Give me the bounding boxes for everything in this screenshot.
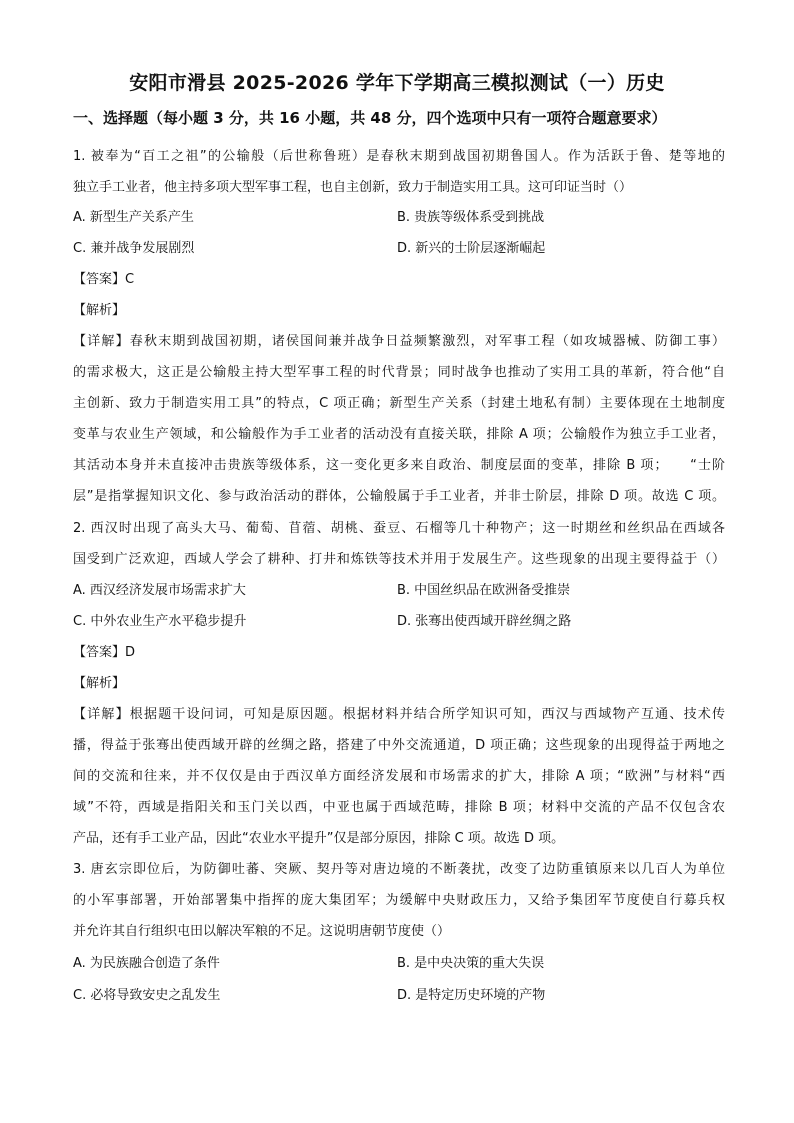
question-1-option-d: D. 新兴的士阶层逐渐崛起 — [397, 241, 546, 256]
question-2-analysis-label: 【解析】 — [73, 676, 126, 691]
question-1-stem-line: 1. 被奉为“百工之祖”的公输般（后世称鲁班）是春秋末期到战国初期鲁国人。作为活跃于鲁、楚等地的 — [73, 149, 725, 164]
question-3-stem-line: 并允许其自行组织屯田以解决军粮的不足。这说明唐朝节度使（） — [73, 924, 451, 939]
question-1-answer: 【答案】C — [73, 272, 135, 287]
question-2-answer: 【答案】D — [73, 645, 136, 660]
question-3-stem-line: 的小军事部署，开始部署集中指挥的庞大集团军；为缓解中央财政压力，又给予集团军节度使自行募兵权 — [73, 893, 725, 908]
question-1-stem-line: 独立手工业者，他主持多项大型军事工程，也自主创新，致力于制造实用工具。这可印证当时（） — [73, 180, 633, 195]
question-1-option-a: A. 新型生产关系产生 — [73, 210, 194, 225]
question-1-detail-line: 层”是指掌握知识文化、参与政治活动的群体，公输般属于手工业者，并非士阶层，排除 D 项。故选 C 项。 — [73, 489, 725, 504]
page-title: 安阳市滑县 2025-2026 学年下学期高三模拟测试（一）历史 — [129, 72, 665, 94]
question-3-option-d: D. 是特定历史环境的产物 — [397, 988, 546, 1003]
question-2-detail-line: 播，得益于张骞出使西域开辟的丝绸之路，搭建了中外交流通道，D 项正确；这些现象的出现得益于两地之 — [73, 738, 725, 753]
question-3-option-c: C. 必将导致安史之乱发生 — [73, 988, 221, 1003]
question-2-stem-line: 2. 西汉时出现了高头大马、葡萄、苜蓿、胡桃、蚕豆、石榴等几十种物产；这一时期丝和丝织品在西域各 — [73, 521, 725, 536]
question-2-detail-line: 域”不符，西域是指阳关和玉门关以西，中亚也属于西域范畴，排除 B 项；材料中交流的产品不仅包含农 — [73, 800, 725, 815]
question-1-detail-line: 主创新、致力于制造实用工具”的特点，C 项正确；新型生产关系（封建土地私有制）主要体现在土地制度 — [73, 396, 725, 411]
question-1-detail-line: 【详解】春秋末期到战国初期，诸侯国间兼并战争日益频繁激烈，对军事工程（如攻城器械、防御工事） — [73, 334, 725, 349]
question-2-option-a: A. 西汉经济发展市场需求扩大 — [73, 583, 246, 598]
question-1-option-b: B. 贵族等级体系受到挑战 — [397, 210, 545, 225]
question-2-detail-line: 【详解】根据题干设问词，可知是原因题。根据材料并结合所学知识可知，西汉与西域物产互通、技术传 — [73, 707, 725, 722]
question-2-option-b: B. 中国丝织品在欧洲备受推崇 — [397, 583, 571, 598]
question-1-analysis-label: 【解析】 — [73, 303, 126, 318]
question-1-option-c: C. 兼并战争发展剧烈 — [73, 241, 195, 256]
question-3-option-a: A. 为民族融合创造了条件 — [73, 956, 220, 971]
question-2-stem-line: 国受到广泛欢迎，西域人学会了耕种、打井和炼铁等技术并用于发展生产。这些现象的出现主要得益于（） — [73, 552, 725, 567]
question-2-option-d: D. 张骞出使西域开辟丝绸之路 — [397, 614, 572, 629]
section-heading: 一、选择题（每小题 3 分，共 16 小题，共 48 分，四个选项中只有一项符合题意要求） — [73, 109, 667, 127]
question-2-detail-line: 产品，还有手工业产品，因此“农业水平提升”仅是部分原因，排除 C 项。故选 D 项。 — [73, 831, 565, 846]
question-1-detail-line: 其活动本身并未直接冲击贵族等级体系，这一变化更多来自政治、制度层面的变革，排除 B 项； “士阶 — [73, 458, 725, 473]
question-3-option-b: B. 是中央决策的重大失误 — [397, 956, 545, 971]
question-1-detail-line: 变革与农业生产领域，和公输般作为手工业者的活动没有直接关联，排除 A 项；公输般作为独立手工业者， — [73, 427, 725, 442]
question-2-option-c: C. 中外农业生产水平稳步提升 — [73, 614, 247, 629]
question-3-stem-line: 3. 唐玄宗即位后，为防御吐蕃、突厥、契丹等对唐边境的不断袭扰，改变了边防重镇原来以几百人为单位 — [73, 862, 725, 877]
question-1-detail-line: 的需求极大，这正是公输般主持大型军事工程的时代背景；同时战争也推动了实用工具的革新，符合他“自 — [73, 365, 725, 380]
question-2-detail-line: 间的交流和往来，并不仅仅是由于西汉单方面经济发展和市场需求的扩大，排除 A 项；“欧洲”与材料“西 — [73, 769, 725, 784]
